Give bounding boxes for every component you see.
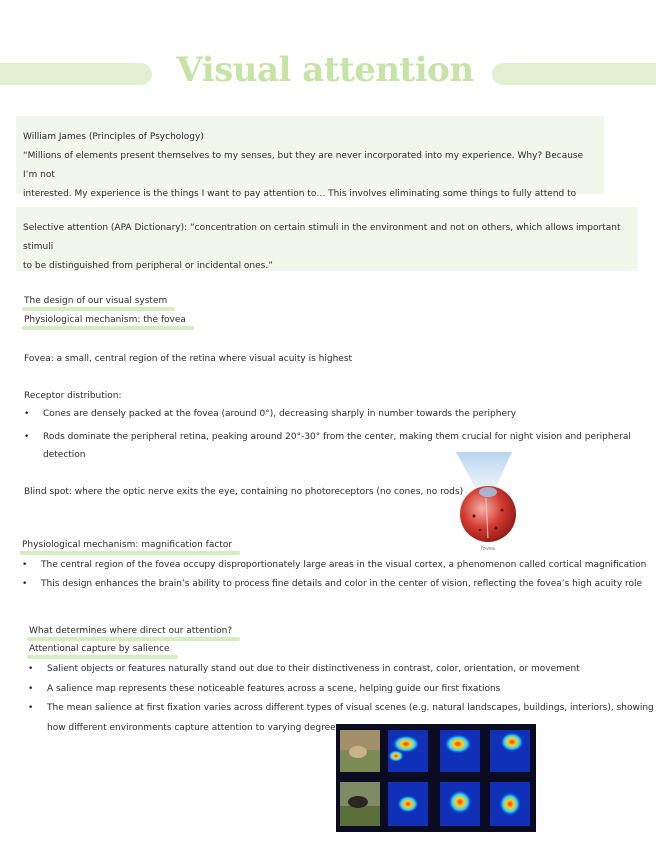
salience-heatmap-image [336,724,536,832]
section-subheading: Physiological mechanism: the fovea [24,315,186,325]
list-item: • Salient objects or features naturally stand out due to their distinctiveness in contrast, color, orientation, or movement [47,660,580,679]
section-heading: What determines where direct our attention? [29,626,233,636]
title-decoration-left [0,63,152,85]
section-subheading: Attentional capture by salience [29,644,170,654]
section-heading: The design of our visual system [24,296,168,306]
receptor-heading: Receptor distribution: [24,391,122,401]
list-item-continuation: how different environments capture attention to varying degrees [47,723,341,733]
quote-line: interested. My experience is the things I want to pay attention to… This involves eliminating some things to fully attend to [23,189,577,199]
quote-source: William James (Principles of Psychology) [23,132,204,142]
blind-spot-text: Blind spot: where the optic nerve exits the eye, containing no photoreceptors (no cones, no rods) [24,487,464,497]
list-item: • A salience map represents these noticeable features across a scene, helping guide our first fixations [47,680,500,699]
list-item: • This design enhances the brain’s ability to process fine details and color in the center of vision, reflecting the fovea’s high acuity role [41,575,642,594]
section-subheading: Physiological mechanism: magnification factor [22,540,233,550]
definition-line: Selective attention (APA Dictionary): “concentration on certain stimuli in the environment and not on others, which allows important stimuli [23,223,621,252]
eye-diagram-image [452,452,524,552]
title-decoration-right [492,63,656,85]
list-item-continuation: detection [43,450,86,460]
fovea-definition: Fovea: a small, central region of the retina where visual acuity is highest [24,354,353,364]
list-item: • Cones are densely packed at the fovea (around 0°), decreasing sharply in number towards the periphery [43,405,516,424]
list-item: • The central region of the fovea occupy disproportionately large areas in the visual cortex, a phenomenon called cortical magnification [41,556,646,575]
eye-caption: fovea [481,546,495,552]
selective-attention-box [16,207,638,271]
william-james-quote-box [16,116,604,199]
definition-line: to be distinguished from peripheral or incidental ones.” [23,261,273,271]
list-item: • The mean salience at first fixation varies across different types of visual scenes (e.g. natural landscapes, buildings, interiors), showing [47,699,654,718]
page-title: Visual attention [176,50,474,90]
list-item: • Rods dominate the peripheral retina, peaking around 20°-30° from the center, making them crucial for night vision and peripheral [43,428,631,447]
quote-line: “Millions of elements present themselves to my senses, but they are never incorporated into my experience. Why? Because I’m not [23,151,584,180]
